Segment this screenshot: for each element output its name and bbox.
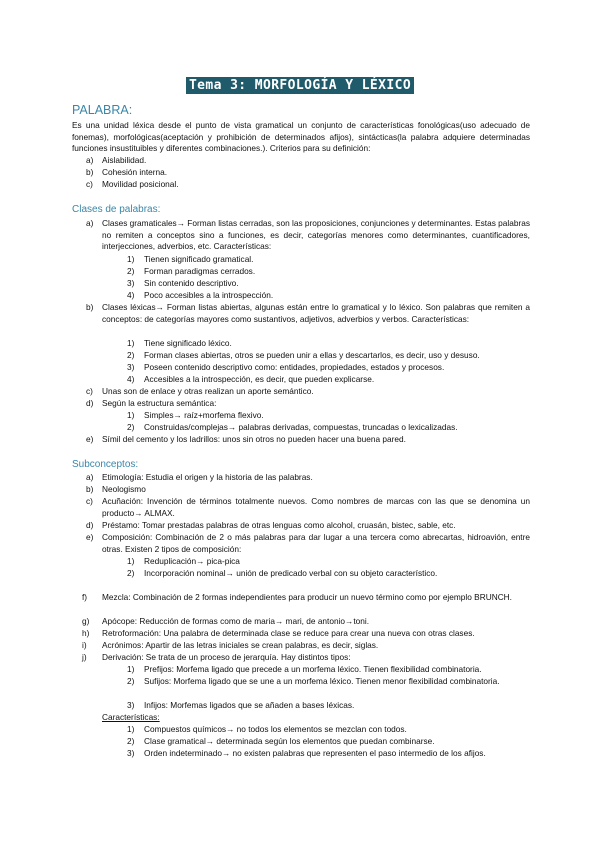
features-label: Características:	[102, 712, 160, 722]
list-marker: b)	[86, 302, 94, 312]
sub-item: Construidas/complejas→ palabras derivadas, compuestas, truncadas o lexicalizadas.	[144, 422, 458, 432]
sub-item: Orden indeterminado→ no existen palabras que representen el paso intermedio de los afijos.	[144, 748, 486, 758]
list-marker: a)	[86, 218, 94, 228]
list-item: Clases léxicas→ Forman listas abiertas, algunas están entre lo gramatical y lo léxico. Son palabras que remiten a conceptos: de categorías mayores como sustantivos, adjetivos, adverbios y verbos. Características:	[102, 302, 530, 324]
sub-marker: 1)	[127, 410, 135, 420]
list-item: Etimología: Estudia el origen y la historia de las palabras.	[102, 472, 313, 482]
list-item: Acuñación: Invención de términos totalmente nuevos. Como nombres de marcas con las que se denomina un producto→ ALMAX.	[102, 496, 530, 518]
list-item: Unas son de enlace y otras realizan un aporte semántico.	[102, 386, 314, 396]
list-marker: g)	[82, 616, 90, 626]
sub-marker: 2)	[127, 350, 135, 360]
sub-marker: 1)	[127, 338, 135, 348]
sub-item: Clase gramatical→ determinada según los elementos que puedan combinarse.	[144, 736, 435, 746]
list-marker: h)	[82, 628, 90, 638]
heading-clases: Clases de palabras:	[72, 204, 161, 215]
sub-marker: 3)	[127, 700, 135, 710]
list-item: Apócope: Reducción de formas como de maria→ mari, de antonio→toni.	[102, 616, 370, 626]
document-title: Tema 3: MORFOLOGÍA Y LÉXICO	[186, 77, 414, 94]
sub-marker: 2)	[127, 266, 135, 276]
list-item: Mezcla: Combinación de 2 formas independientes para producir un nuevo término como por ejemplo BRUNCH.	[102, 592, 512, 602]
sub-item: Accesibles a la introspección, es decir, que pueden explicarse.	[144, 374, 375, 384]
sub-item: Poseen contenido descriptivo como: entidades, propiedades, estados y procesos.	[144, 362, 445, 372]
list-item: Acrónimos: Apartir de las letras iniciales se crean palabras, es decir, siglas.	[102, 640, 379, 650]
sub-marker: 1)	[127, 556, 135, 566]
list-item: Según la estructura semántica:	[102, 398, 217, 408]
list-marker: b)	[86, 484, 94, 494]
list-marker: b)	[86, 167, 94, 177]
sub-marker: 2)	[127, 568, 135, 578]
sub-item: Sin contenido descriptivo.	[144, 278, 239, 288]
sub-item: Incorporación nominal→ unión de predicado verbal con su objeto característico.	[144, 568, 438, 578]
sub-marker: 1)	[127, 724, 135, 734]
list-item: Movilidad posicional.	[102, 179, 179, 189]
list-item: Derivación: Se trata de un proceso de jerarquía. Hay distintos tipos:	[102, 652, 351, 662]
list-item: Préstamo: Tomar prestadas palabras de otras lenguas como alcohol, cruasán, bistec, sable, etc.	[102, 520, 456, 530]
list-item: Composición: Combinación de 2 o más palabras para dar lugar a una tercera como abrecartas, hidroavión, entre otras. Existen 2 tipos de composición:	[102, 532, 530, 554]
sub-marker: 3)	[127, 748, 135, 758]
list-marker: d)	[86, 520, 94, 530]
list-marker: c)	[86, 386, 93, 396]
list-marker: f)	[82, 592, 88, 602]
sub-marker: 3)	[127, 278, 135, 288]
sub-item: Sufijos: Morfema ligado que se une a un morfema léxico. Tienen menor flexibilidad combinatoria.	[144, 676, 500, 686]
sub-marker: 2)	[127, 676, 135, 686]
sub-marker: 4)	[127, 374, 135, 384]
sub-marker: 4)	[127, 290, 135, 300]
list-marker: i)	[82, 640, 87, 650]
list-item: Aislabilidad.	[102, 155, 147, 165]
heading-palabra: PALABRA:	[72, 103, 133, 117]
list-item: Retroformación: Una palabra de determinada clase se reduce para crear una nueva con otras clases.	[102, 628, 475, 638]
list-item: Símil del cemento y los ladrillos: unos sin otros no pueden hacer una buena pared.	[102, 434, 406, 444]
sub-marker: 2)	[127, 422, 135, 432]
sub-item: Tiene significado léxico.	[144, 338, 232, 348]
sub-item: Infijos: Morfemas ligados que se añaden a bases léxicas.	[144, 700, 355, 710]
title-bar	[0, 76, 600, 94]
sub-item: Simples→ raíz+morfema flexivo.	[144, 410, 264, 420]
sub-item: Forman clases abiertas, otros se pueden unir a ellas y descartarlos, es decir, uso y desuso.	[144, 350, 480, 360]
sub-marker: 1)	[127, 664, 135, 674]
sub-marker: 2)	[127, 736, 135, 746]
list-marker: d)	[86, 398, 94, 408]
sub-marker: 1)	[127, 254, 135, 264]
list-marker: e)	[86, 434, 94, 444]
heading-subconceptos: Subconceptos:	[72, 459, 139, 470]
list-marker: a)	[86, 155, 94, 165]
sub-item: Reduplicación→ pica-pica	[144, 556, 240, 566]
sub-item: Poco accesibles a la introspección.	[144, 290, 274, 300]
list-item: Neologismo	[102, 484, 146, 494]
list-item: Clases gramaticales→ Forman listas cerradas, son las proposiciones, conjunciones y determinantes. Estas palabras no remiten a conceptos sino a funciones, es decir, categorías menores como determinantes, cuantificadores, interjecciones, adverbios, etc. Características:	[102, 218, 530, 252]
sub-marker: 3)	[127, 362, 135, 372]
list-item: Cohesión interna.	[102, 167, 168, 177]
palabra-definition: Es una unidad léxica desde el punto de vista gramatical un conjunto de características fonológicas(uso adecuado de fonemas), morfológicas(aceptación y prohibición de determinados afijos), sintácticas(la palabra adquiere determinadas funciones insustituibles y diferentes combinaciones.). Criterios para su definición:	[72, 120, 530, 154]
sub-item: Prefijos: Morfema ligado que precede a un morfema léxico. Tienen flexibilidad combinatoria.	[144, 664, 482, 674]
sub-item: Compuestos químicos→ no todos los elementos se mezclan con todos.	[144, 724, 407, 734]
list-marker: c)	[86, 496, 93, 506]
list-marker: e)	[86, 532, 94, 542]
list-marker: j)	[82, 652, 87, 662]
list-marker: c)	[86, 179, 93, 189]
sub-item: Tienen significado gramatical.	[144, 254, 254, 264]
list-marker: a)	[86, 472, 94, 482]
sub-item: Forman paradigmas cerrados.	[144, 266, 256, 276]
